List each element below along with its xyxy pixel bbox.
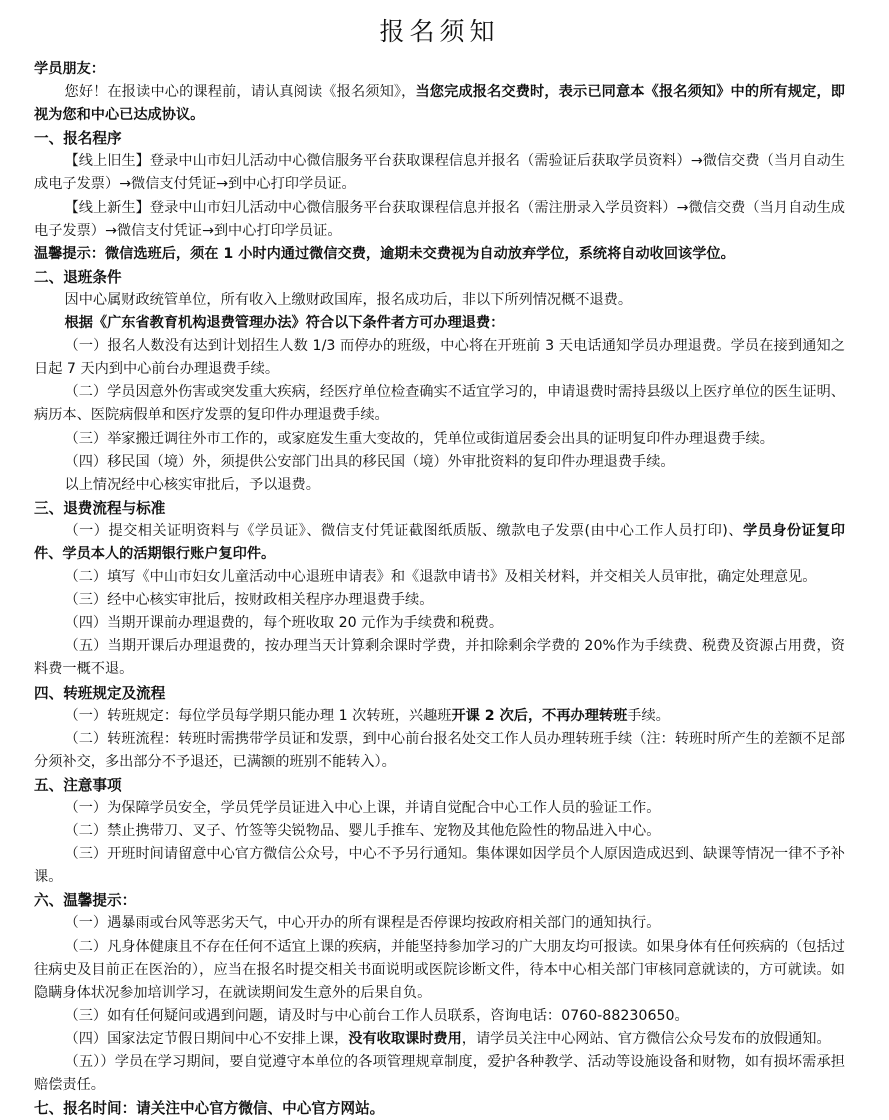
transfer-rule-tail: 手续。 bbox=[627, 707, 670, 724]
notice-item-1: （一）为保障学员安全，学员凭学员证进入中心上课，并请自觉配合中心工作人员的验证工作。 bbox=[64, 800, 661, 816]
tip-item-4-tail: ，请学员关注中心网站、官方微信公众号发布的放假通知。 bbox=[461, 1030, 831, 1047]
intro-bold-text: 当您完成报名交费时，表示已同意本《报名须知》中的所有规定，即视为您和中心已达成协议。 bbox=[34, 84, 845, 124]
refund-step-4: （四）当期开课前办理退费的，每个班收取 20 元作为手续费和税费。 bbox=[64, 615, 504, 632]
section-2-heading: 二、退班条件 bbox=[34, 268, 122, 286]
refund-condition-3: （三）举家搬迁调往外市工作的，或家庭发生重大变故的，凭单位或街道居委会出具的证明复印件办理退费手续。 bbox=[64, 430, 774, 447]
section-7 bbox=[34, 1097, 845, 1120]
section-4-heading: 四、转班规定及流程 bbox=[34, 684, 166, 702]
section-5-heading: 五、注意事项 bbox=[34, 776, 122, 794]
refund-step-1 bbox=[34, 520, 845, 566]
transfer-rule bbox=[34, 705, 845, 728]
intro-text: 您好！在报读中心的课程前，请认真阅读《报名须知》， bbox=[64, 84, 416, 101]
notice-item-2: （二）禁止携带刀、叉子、竹签等尖锐物品、婴儿手推车、宠物及其他危险性的物品进入中心。 bbox=[64, 823, 661, 840]
refund-condition-1: （一）报名人数没有达到计划招生人数 1/3 而停办的班级，中心将在开班前 3 天电话通知学员办理退费。学员在接到通知之日起 7 天内到中心前台办理退费手续。 bbox=[34, 338, 845, 378]
refund-step-1-bold: 学员身份证复印件、学员本人的活期银行账户复印件。 bbox=[34, 522, 845, 562]
tip-item-3: （三）如有任何疑问或遇到问题，请及时与中心前台工作人员联系，咨询电话：0760-88230650。 bbox=[64, 1007, 689, 1024]
refund-condition-4: （四）移民国（境）外，须提供公安部门出具的移民国（境）外审批资料的复印件办理退费手续。 bbox=[64, 453, 675, 470]
refund-condition-2: （二）学员因意外伤害或突发重大疾病，经医疗单位检查确实不适宜学习的，申请退费时需持县级以上医疗单位的医生证明、病历本、医院病假单和医疗发票的复印件办理退费手续。 bbox=[34, 384, 845, 424]
tip-item-2: （二）凡身体健康且不存在任何不适宜上课的疾病，并能坚持参加学习的广大朋友均可报读。如果身体有任何疾病的（包括过往病史及目前正在医治的），应当在报名时提交相关书面说明或医院诊断文件，待本中心相关部门审核同意就读的，方可就读。如隐瞒身体状况参加培训学习，在就读期间发生意外的后果自负。 bbox=[34, 938, 845, 1001]
tip-item-5: （五））学员在学习期间，要自觉遵守本单位的各项管理规章制度，爱护各种教学、活动等设施设备和财物，如有损坏需承担赔偿责任。 bbox=[34, 1054, 845, 1094]
registration-time-text: 请关注中心官方微信、中心官方网站。 bbox=[136, 1100, 385, 1118]
section-7-heading: 七、报名时间： bbox=[34, 1100, 137, 1118]
refund-condition-end: 以上情况经中心核实审批后，予以退费。 bbox=[64, 476, 320, 493]
section-1-heading: 一、报名程序 bbox=[34, 130, 122, 148]
tip-item-4 bbox=[34, 1028, 845, 1051]
refund-step-5: （五）当期开课后办理退费的，按办理当天计算剩余课时学费，并扣除剩余学费的 20%作为手续费、税费及资源占用费，资料费一概不退。 bbox=[34, 638, 845, 678]
tip-item-1: （一）遇暴雨或台风等恶劣天气，中心开办的所有课程是否停课均按政府相关部门的通知执行。 bbox=[64, 915, 661, 932]
tip-item-4-text: （四）国家法定节假日期间中心不安排上课， bbox=[64, 1030, 349, 1047]
tip-item-4-bold: 没有收取课时费用 bbox=[348, 1030, 462, 1047]
refund-step-3: （三）经中心核实审批后，按财政相关程序办理退费手续。 bbox=[64, 592, 434, 609]
refund-regulation-text: 根据《广东省教育机构退费管理办法》符合以下条件者方可办理退费： bbox=[64, 315, 505, 332]
document-title: 报名须知 bbox=[379, 17, 500, 46]
refund-policy-text: 因中心属财政统管单位，所有收入上缴财政国库，报名成功后，非以下所列情况概不退费。 bbox=[64, 291, 633, 308]
intro-paragraph bbox=[34, 81, 845, 127]
notice-item-3: （三）开班时间请留意中心官方微信公众号，中心不予另行通知。集体课如因学员个人原因造成迟到、缺课等情况一律不予补课。 bbox=[34, 846, 845, 886]
refund-step-1-text: （一）提交相关证明资料与《学员证》、微信支付凭证截图纸质版、缴款电子发票(由中心工作人员打印)、 bbox=[64, 522, 743, 539]
new-student-procedure: 【线上新生】登录中山市妇儿活动中心微信服务平台获取课程信息并报名（需注册录入学员资料）→微信交费（当月自动生成电子发票）→微信支付凭证→到中心打印学员证。 bbox=[34, 199, 845, 239]
old-student-procedure: 【线上旧生】登录中山市妇儿活动中心微信服务平台获取课程信息并报名（需验证后获取学员资料）→微信交费（当月自动生成电子发票）→微信支付凭证→到中心打印学员证。 bbox=[34, 153, 845, 193]
refund-step-2: （二）填写《中山市妇女儿童活动中心退班申请表》和《退款申请书》及相关材料，并交相关人员审批，确定处理意见。 bbox=[64, 569, 817, 586]
section-3-heading: 三、退费流程与标准 bbox=[34, 499, 166, 517]
transfer-rule-bold: 开课 2 次后，不再办理转班 bbox=[451, 707, 628, 724]
payment-tip: 温馨提示：微信选班后，须在 1 小时内通过微信交费，逾期未交费视为自动放弃学位，系统将自动收回该学位。 bbox=[34, 245, 735, 262]
greeting: 学员朋友： bbox=[34, 61, 105, 77]
section-6-heading: 六、温馨提示： bbox=[34, 892, 137, 910]
transfer-rule-text: （一）转班规定：每位学员每学期只能办理 1 次转班，兴趣班 bbox=[64, 707, 452, 724]
transfer-process: （二）转班流程：转班时需携带学员证和发票，到中心前台报名处交工作人员办理转班手续（注：转班时所产生的差额不足部分须补交，多出部分不予退还，已满额的班别不能转入）。 bbox=[34, 730, 845, 770]
